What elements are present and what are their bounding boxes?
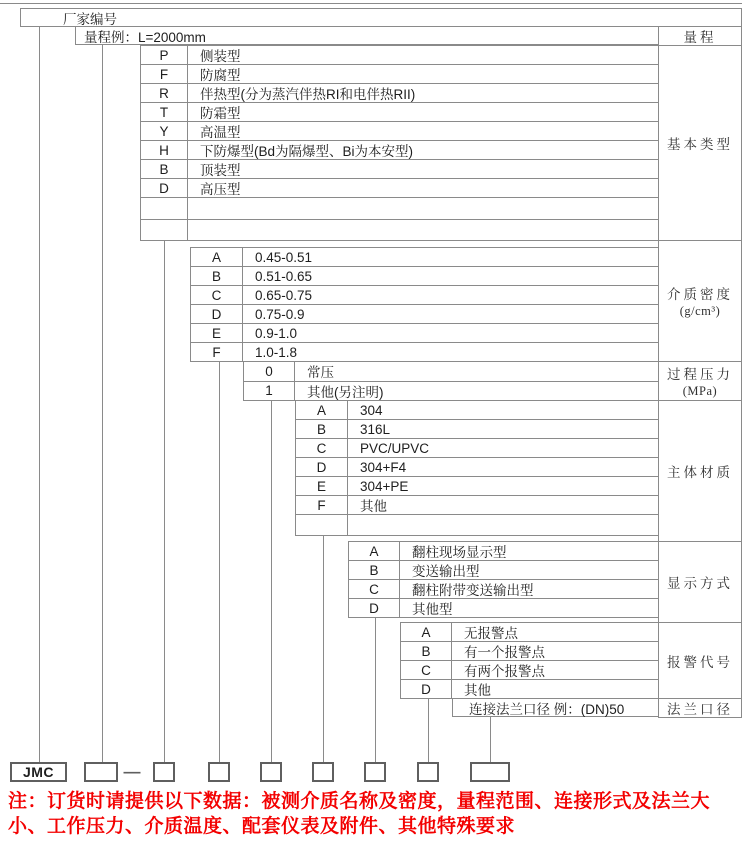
desc-cell: 有两个报警点 (464, 664, 545, 679)
label-range-text: 量程 (683, 30, 717, 45)
model-prefix-box (10, 762, 67, 782)
desc-cell: 0.9-1.0 (255, 325, 298, 341)
ordering-note: 注：订货时请提供以下数据：被测介质名称及密度，量程范围、连接形式及法兰大小、工作压力、介质温度、配套仪表及附件、其他特殊要求 (8, 791, 711, 837)
connector-line (39, 26, 40, 762)
code-cell: E (191, 324, 243, 342)
table-row (349, 580, 658, 599)
desc-cell: 1.0-1.8 (255, 344, 298, 360)
table-row (191, 324, 658, 343)
table-row (141, 122, 658, 141)
body-material-table (295, 400, 658, 536)
desc-cell: 其他 (360, 499, 387, 514)
range-example-text: 量程例：L=2000mm (84, 29, 206, 45)
label-alarm-code (659, 623, 741, 699)
desc-cell: 侧装型 (200, 49, 241, 64)
code-cell: H (141, 141, 188, 159)
code-cell: Y (141, 122, 188, 140)
code-cell: F (296, 496, 348, 514)
desc-cell (348, 515, 658, 535)
code-cell: A (296, 401, 348, 419)
table-row-empty (141, 198, 658, 220)
table-row (191, 305, 658, 324)
desc-cell: 304+PE (360, 478, 409, 494)
connector-line (271, 400, 272, 762)
table-row (296, 439, 658, 458)
desc-cell (188, 220, 658, 241)
connector-line (219, 361, 220, 762)
desc-cell: 下防爆型(Bd为隔爆型、Bi为本安型) (200, 144, 414, 159)
factory-number-row (20, 8, 742, 27)
table-row (401, 680, 658, 699)
connector-line (323, 535, 324, 762)
code-box-range (84, 762, 118, 782)
connector-line (490, 717, 491, 762)
desc-cell: 翻柱附带变送输出型 (412, 583, 534, 598)
code-cell: R (141, 84, 188, 102)
table-row (349, 542, 658, 561)
range-example-row (75, 26, 658, 45)
desc-cell: 304 (360, 402, 383, 418)
code-box-basic-type (153, 762, 175, 782)
label-basic-text: 基本类型 (667, 137, 733, 152)
code-cell (141, 198, 188, 219)
desc-cell: 防腐型 (200, 68, 241, 83)
code-cell: D (401, 680, 452, 698)
label-process-pressure (659, 362, 741, 401)
desc-cell: 有一个报警点 (464, 645, 545, 660)
table-row (141, 103, 658, 122)
table-row (191, 343, 658, 362)
table-row (141, 160, 658, 179)
alarm-code-table (400, 622, 658, 699)
code-cell: A (349, 542, 400, 560)
table-row (401, 642, 658, 661)
code-cell: C (191, 286, 243, 304)
table-row (349, 599, 658, 618)
desc-cell: 316L (360, 421, 391, 437)
table-row (401, 661, 658, 680)
table-row (296, 458, 658, 477)
label-display-text: 显示方式 (667, 576, 733, 591)
medium-density-table (190, 247, 658, 362)
code-cell: C (401, 661, 452, 679)
code-cell: D (141, 179, 188, 197)
table-row (191, 248, 658, 267)
code-cell: D (191, 305, 243, 323)
table-row (296, 496, 658, 515)
label-pressure-text: 过程压力 (667, 367, 733, 382)
label-medium-density (659, 241, 741, 362)
label-alarm-text: 报警代号 (667, 654, 733, 670)
table-row-empty (296, 515, 658, 536)
code-cell: 1 (244, 382, 295, 401)
label-flange-text: 法兰口径 (667, 702, 733, 717)
basic-type-table (140, 45, 658, 241)
connector-line (102, 45, 103, 762)
code-cell: B (349, 561, 400, 579)
desc-cell: 变送输出型 (412, 564, 480, 579)
desc-cell: 0.51-0.65 (255, 268, 313, 284)
category-label-column (658, 26, 742, 718)
table-row (191, 286, 658, 305)
table-row (141, 46, 658, 65)
connector-line (375, 617, 376, 762)
table-row (296, 401, 658, 420)
code-cell: T (141, 103, 188, 121)
code-cell: B (296, 420, 348, 438)
table-row (244, 382, 658, 402)
code-cell: E (296, 477, 348, 495)
code-cell: B (191, 267, 243, 285)
table-row (296, 477, 658, 496)
desc-cell: 顶装型 (200, 163, 241, 178)
desc-cell: 0.45-0.51 (255, 249, 313, 265)
connector-line (428, 698, 429, 762)
table-row (141, 84, 658, 103)
desc-cell: 0.75-0.9 (255, 306, 305, 322)
table-row (244, 362, 658, 382)
code-cell: A (401, 623, 452, 641)
desc-cell: 304+F4 (360, 459, 407, 475)
desc-cell: 无报警点 (464, 626, 518, 641)
table-row (191, 267, 658, 286)
table-row (141, 141, 658, 160)
table-row (296, 420, 658, 439)
code-box-alarm (417, 762, 439, 782)
code-cell: D (349, 599, 400, 617)
label-density-unit: (g/cm³) (679, 304, 721, 318)
label-flange-size (659, 699, 741, 718)
process-pressure-table (243, 361, 658, 401)
display-mode-table (348, 541, 658, 618)
code-cell (141, 220, 188, 241)
table-row (401, 623, 658, 642)
code-cell: D (296, 458, 348, 476)
code-box-display (364, 762, 386, 782)
desc-cell: PVC/UPVC (360, 440, 430, 456)
desc-cell: 翻柱现场显示型 (412, 545, 507, 560)
desc-cell: 伴热型(分为蒸汽伴热RI和电伴热RII) (200, 87, 416, 102)
code-cell: 0 (244, 362, 295, 381)
table-row (349, 561, 658, 580)
desc-cell (188, 198, 658, 219)
code-cell: B (401, 642, 452, 660)
flange-size-text: 连接法兰口径 例：(DN)50 (469, 701, 625, 717)
code-cell (296, 515, 348, 535)
desc-cell: 0.65-0.75 (255, 287, 313, 303)
code-cell: F (141, 65, 188, 83)
label-material-text: 主体材质 (667, 465, 733, 480)
table-row (141, 179, 658, 198)
label-basic-type (659, 46, 741, 241)
table-row-empty (141, 220, 658, 242)
code-cell: A (191, 248, 243, 266)
desc-cell: 防霜型 (200, 106, 241, 121)
desc-cell: 高压型 (200, 182, 241, 197)
desc-cell: 常压 (307, 365, 334, 381)
code-cell: C (349, 580, 400, 598)
desc-cell: 高温型 (200, 125, 241, 140)
code-separator-dash: — (123, 762, 141, 781)
connector-line (164, 240, 165, 762)
code-cell: F (191, 343, 243, 361)
code-box-pressure (260, 762, 282, 782)
code-box-flange (470, 762, 510, 782)
label-density-text: 介质密度 (667, 287, 733, 302)
table-row (141, 65, 658, 84)
label-range (659, 27, 741, 46)
top-border-line (0, 3, 742, 4)
desc-cell: 其他(另注明) (307, 384, 384, 400)
label-pressure-unit: (MPa) (682, 384, 718, 398)
desc-cell: 其他型 (412, 602, 453, 617)
code-box-material (312, 762, 334, 782)
desc-cell: 其他 (464, 683, 491, 698)
flange-size-row (452, 698, 658, 717)
code-cell: C (296, 439, 348, 457)
code-cell: B (141, 160, 188, 178)
label-display-mode (659, 542, 741, 623)
factory-number-label: 厂家编号 (63, 11, 117, 27)
label-body-material (659, 401, 741, 542)
code-box-density (208, 762, 230, 782)
code-cell: P (141, 46, 188, 64)
model-prefix-text: JMC (22, 764, 55, 780)
